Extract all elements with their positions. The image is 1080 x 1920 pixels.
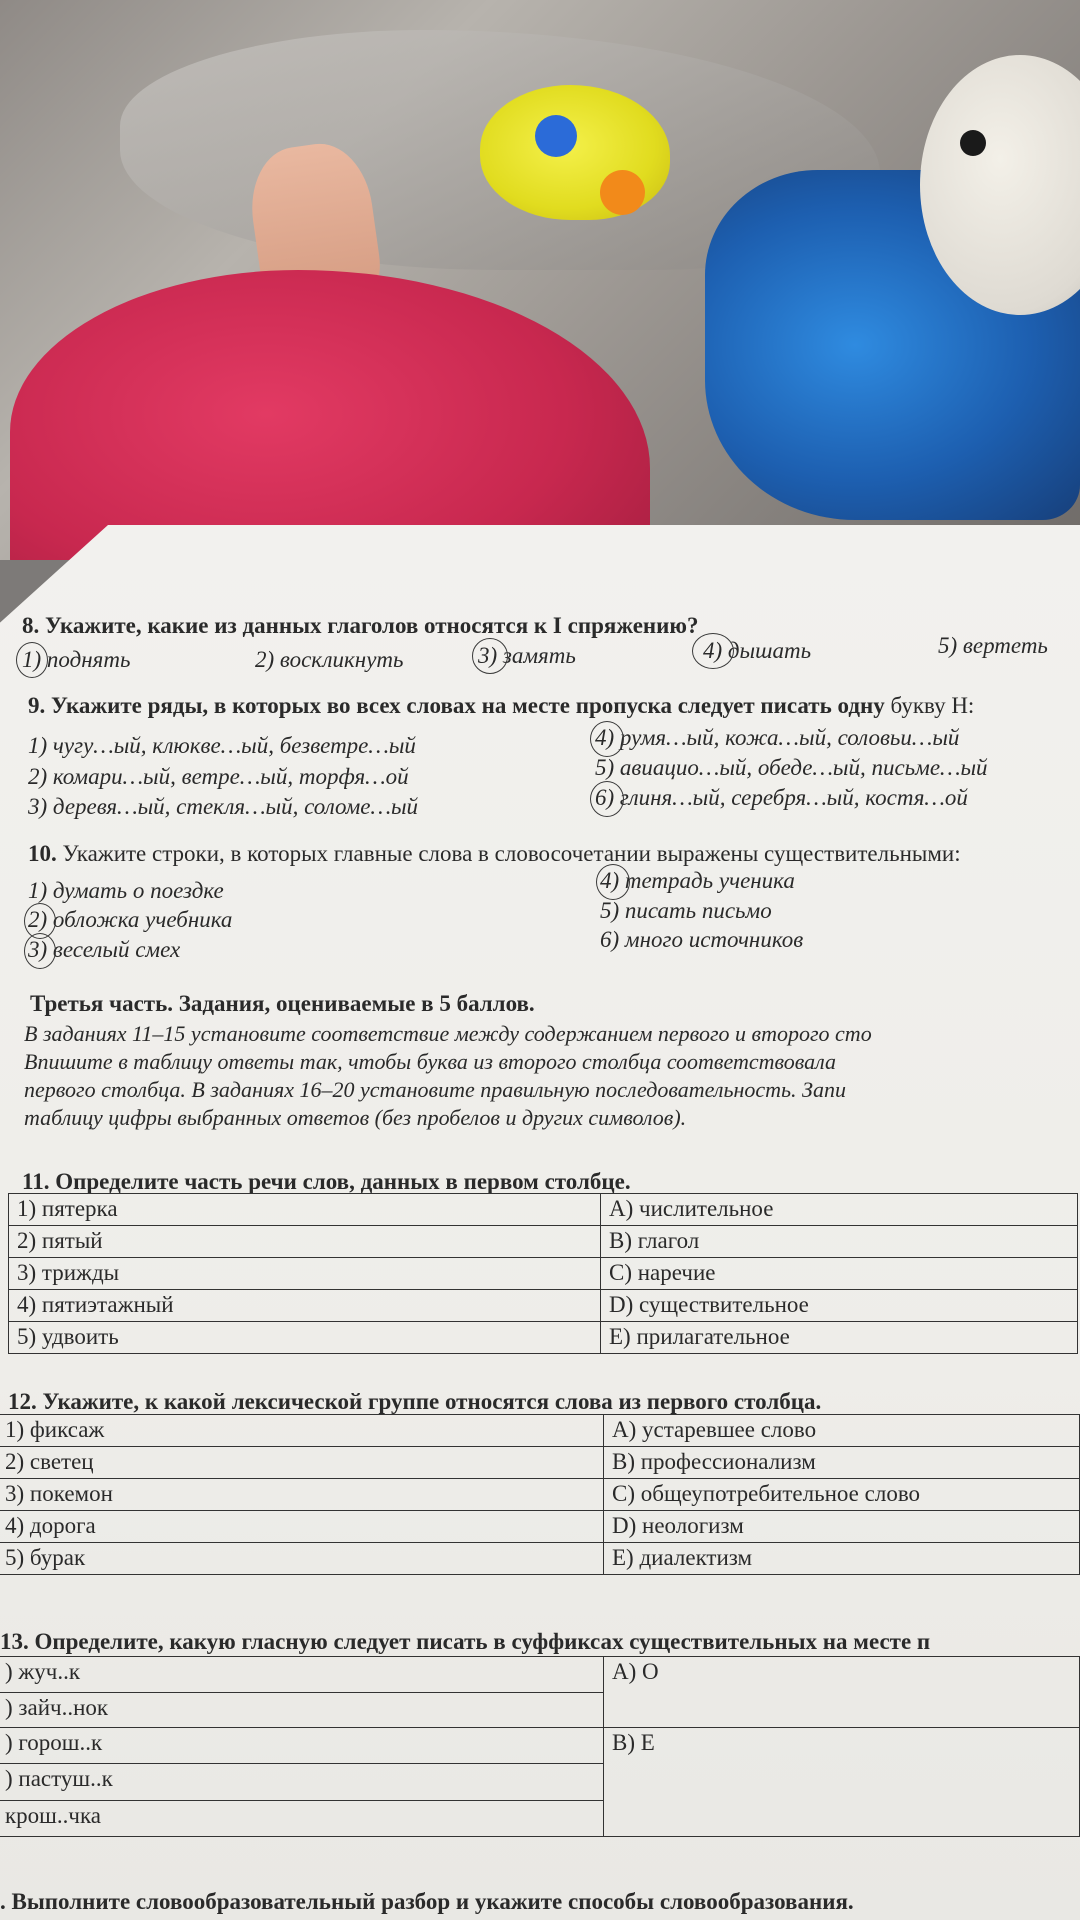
table-row [0,1415,1080,1447]
table-row [0,1479,1080,1511]
q10-option-6: 6) много источников [600,927,804,952]
q12-left-1: 1) фиксаж [0,1415,604,1447]
q13-title: 13. Определите, какую гласную следует писать в суффиксах существительных на месте п [0,1629,931,1654]
q12-left-2: 2) светец [0,1447,604,1479]
q11-right-5: Е) прилагательное [601,1322,1078,1354]
q11-table [8,1193,1078,1354]
q14-title: . Выполните словообразовательный разбор и укажите способы словообразования. [0,1889,854,1914]
circle-mark [692,633,734,669]
table-row [0,1657,1080,1693]
q13-left-5: крош..чка [0,1800,604,1836]
q10-option-5: 5) писать письмо [600,898,772,923]
table-row [9,1194,1078,1226]
q9-text: Укажите ряды, в которых во всех словах на месте пропуска следует писать [51,693,832,718]
part3-line-3: первого столбца. В заданиях 16–20 установите правильную последовательность. Запи [24,1077,846,1102]
q12-right-5: Е) диалектизм [604,1543,1080,1575]
q13-table [0,1656,1080,1837]
table-row [9,1290,1078,1322]
q9-option-1: 1) чугу…ый, клюкве…ый, безветре…ый [28,733,416,758]
q10-option-4: 4) тетрадь ученика [600,868,795,893]
q11-title: 11. Определите часть речи слов, данных в первом столбце. [22,1169,631,1194]
circle-mark [24,933,56,969]
q10-number: 10. [28,841,57,866]
q9-option-3: 3) деревя…ый, стекля…ый, соломе…ый [28,794,419,819]
q8-option-1: 1) поднять [22,647,131,672]
part3-line-4: таблицу цифры выбранных ответов (без пробелов и других символов). [24,1105,687,1130]
table-row [9,1258,1078,1290]
q11-left-4: 4) пятиэтажный [9,1290,601,1322]
q11-left-3: 3) трижды [9,1258,601,1290]
q11-left-2: 2) пятый [9,1226,601,1258]
circle-mark [16,642,48,678]
circle-mark [596,864,630,900]
part3-title: Третья часть. Задания, оцениваемые в 5 баллов. [30,991,535,1016]
q13-left-2: ) зайч..нок [0,1692,604,1728]
table-row [9,1322,1078,1354]
circle-mark [590,781,624,817]
table-row [0,1543,1080,1575]
q9-text-end: букву Н: [890,693,975,718]
q8-option-2: 2) воскликнуть [255,647,404,672]
q10-text: Укажите строки, в которых главные слова в словосочетании выражены существительными: [62,841,961,866]
table-row [0,1447,1080,1479]
q12-right-4: D) неологизм [604,1511,1080,1543]
q11-right-3: С) наречие [601,1258,1078,1290]
q8-text: Укажите, какие из данных глаголов относятся к I спряжению? [45,613,699,638]
table-row [9,1226,1078,1258]
q8-title [22,612,698,640]
q8-option-5: 5) вертеть [938,633,1048,658]
q12-right-1: А) устаревшее слово [604,1415,1080,1447]
table-row [0,1511,1080,1543]
q9-option-2: 2) комари…ый, ветре…ый, торфя…ой [28,764,409,789]
q10-option-2: 2) обложка учебника [28,907,233,932]
q13-right-2: В) Е [604,1728,1080,1837]
q13-right-1: А) О [604,1657,1080,1728]
q8-number: 8. [22,613,40,638]
q9-number: 9. [28,693,46,718]
q8-option-4: 4) дышать [703,638,812,663]
part3-line-1: В заданиях 11–15 установите соответствие между содержанием первого и второго сто [24,1021,872,1046]
q10-option-1: 1) думать о поездке [28,878,224,903]
q12-left-4: 4) дорога [0,1511,604,1543]
q9-option-5: 5) авиацио…ый, обеде…ый, письме…ый [595,755,988,780]
q11-left-5: 5) удвоить [9,1322,601,1354]
q9-option-6: 6) глиня…ый, серебря…ый, костя…ой [595,785,968,810]
q12-left-3: 3) покемон [0,1479,604,1511]
q8-option-3: 3) замять [478,643,576,668]
q9-option-4: 4) румя…ый, кожа…ый, соловьи…ый [595,725,960,750]
q12-title: 12. Укажите, к какой лексической группе относятся слова из первого столбца. [8,1389,822,1414]
q13-left-3: ) горош..к [0,1728,604,1764]
q10-title [28,840,961,868]
q9-title [28,692,974,720]
q12-left-5: 5) бурак [0,1543,604,1575]
q11-left-1: 1) пятерка [9,1194,601,1226]
circle-mark [590,721,624,757]
q10-option-3: 3) веселый смех [28,937,181,962]
q9-emphasis: одну [837,693,885,718]
q13-left-1: ) жуч..к [0,1657,604,1693]
table-row [0,1728,1080,1764]
q12-right-3: С) общеупотребительное слово [604,1479,1080,1511]
q11-right-1: А) числительное [601,1194,1078,1226]
circle-mark [472,638,508,674]
q11-right-4: D) существительное [601,1290,1078,1322]
q13-left-4: ) пастуш..к [0,1764,604,1800]
part3-line-2: Впишите в таблицу ответы так, чтобы буква из второго столбца соответствовала [24,1049,837,1074]
q12-right-2: В) профессионализм [604,1447,1080,1479]
q12-table [0,1414,1080,1575]
q11-right-2: В) глагол [601,1226,1078,1258]
